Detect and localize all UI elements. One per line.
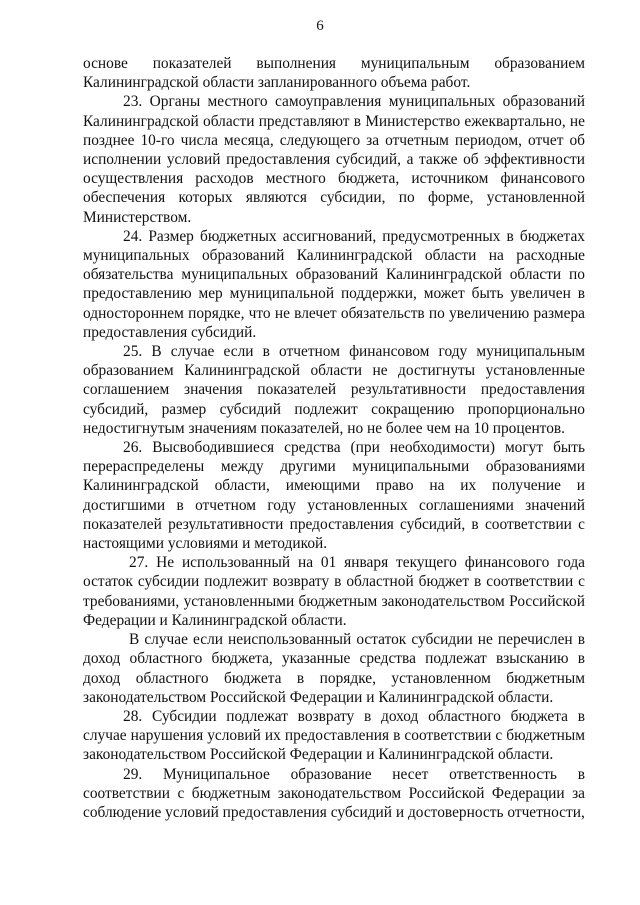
paragraph-29: 29. Муниципальное образование несет ответственность в соответствии с бюджетным законодательством Российской Федерации за соблюдение условий предоставления субсидий и достоверность отчетности, (83, 765, 585, 821)
paragraph-23: 23. Органы местного самоуправления муниципальных образований Калининградской области представляют в Министерство ежеквартально, не позднее 10-го числа месяца, следующего за отчетным периодом, отчет об исполнении условий предоставления субсидий, а также об эффективности осуществления расходов местного бюджета, источником финансового обеспечения которых являются субсидии, по форме, установленной Министерством. (83, 93, 585, 226)
paragraph-27-unreturned-balance: В случае если неиспользованный остаток субсидии не перечислен в доход областного бюджета, указанные средства подлежат взысканию в доход областного бюджета в порядке, установленном бюджетным законодательством Российской Федерации и Калининградской области. (83, 631, 585, 706)
page-number: 6 (316, 18, 324, 34)
paragraph-27: 27. Не использованный на 01 января текущего финансового года остаток субсидии подлежит возврату в областной бюджет в соответствии с требованиями, установленными бюджетным законодательством Российской Федерации и Калининградской области. (83, 554, 585, 629)
document-body (83, 54, 585, 822)
paragraph-24: 24. Размер бюджетных ассигнований, предусмотренных в бюджетах муниципальных образований Калининградской области на расходные обязательства муниципальных образований Калининградской области по предоставлению мер муниципальной поддержки, может быть увеличен в одностороннем порядке, что не влечет обязательств по увеличению размера предоставления субсидий. (83, 227, 585, 341)
paragraph-26: 26. Высвободившиеся средства (при необходимости) могут быть перераспределены между другими муниципальными образованиями Калининградской области, имеющими право на их получение и достигшими в отчетном году установленных соглашениями значений показателей результативности предоставления субсидий, в соответствии с настоящими условиями и методикой. (83, 439, 585, 553)
paragraph-continuation: основе показателей выполнения муниципальным образованием Калининградской области запланированного объема работ. (83, 55, 585, 92)
paragraph-25: 25. В случае если в отчетном финансовом году муниципальным образованием Калининградской области не достигнуты установленные соглашением значения показателей результативности предоставления субсидий, размер субсидий подлежит сокращению пропорционально недостигнутым значениям показателей, но не более чем на 10 процентов. (83, 343, 585, 437)
paragraph-28: 28. Субсидии подлежат возврату в доход областного бюджета в случае нарушения условий их предоставления в соответствии с бюджетным законодательством Российской Федерации и Калининградской области. (83, 707, 585, 764)
